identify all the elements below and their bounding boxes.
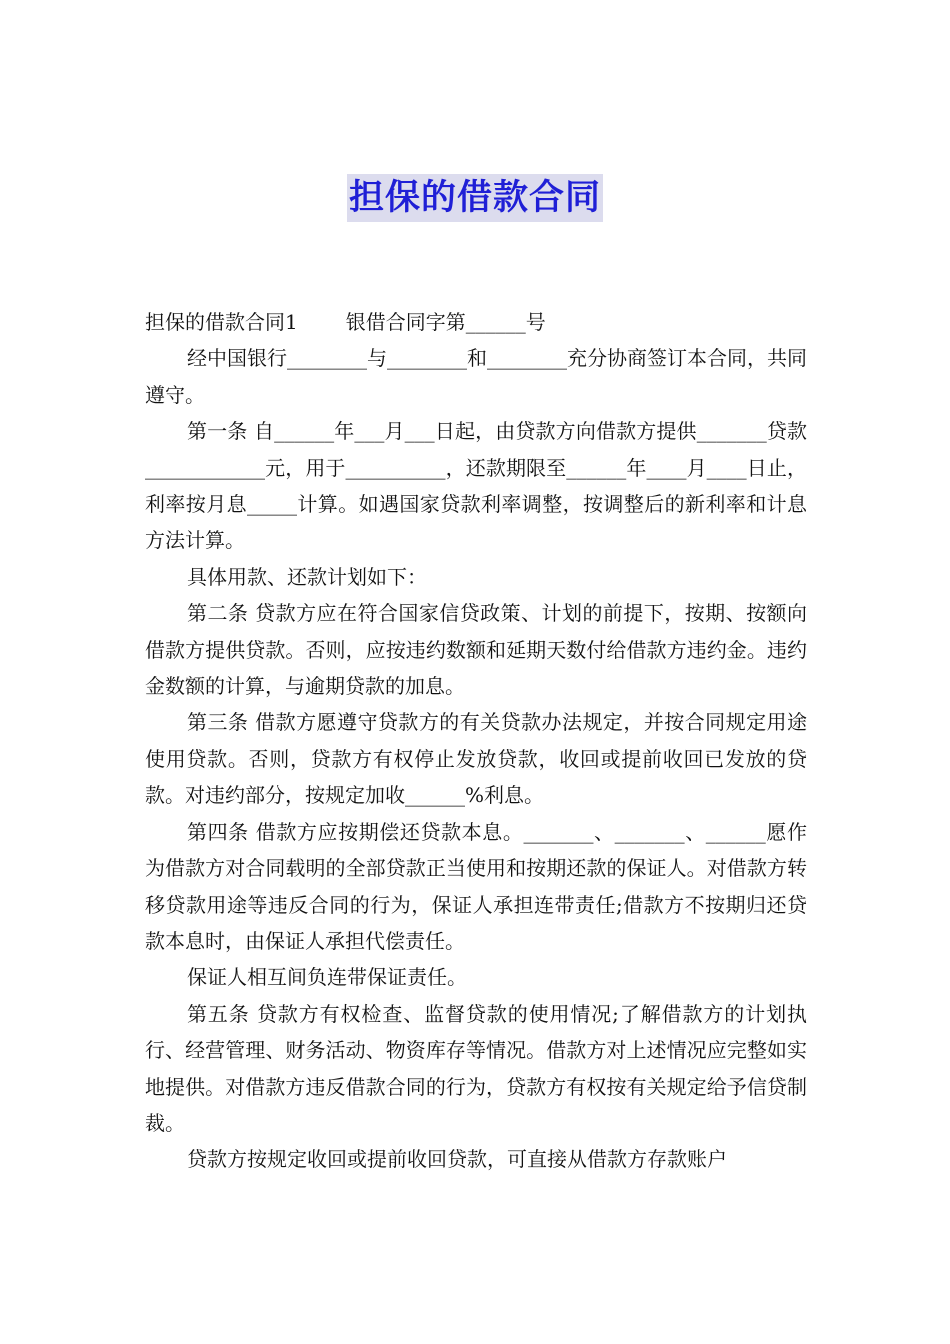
contract-number: 银借合同字第______号 <box>345 310 546 334</box>
paragraph-plan: 具体用款、还款计划如下： <box>187 564 427 589</box>
paragraph-article-1: 第一条 自______年___月___日起，由贷款方向借款方提供_______贷款____________元，用于__________，还款期限至______年____月____日止，利率按月息_____计算。如遇国家贷款利率调整，按调整后的新利率和计息方法计算。 <box>145 419 807 553</box>
heading-left: 担保的借款合同1 <box>145 310 298 334</box>
paragraph-article-2: 第二条 贷款方应在符合国家信贷政策、计划的前提下，按期、按额向借款方提供贷款。否则，应按违约数额和延期天数付给借款方违约金。违约金数额的计算，与逾期贷款的加息。 <box>145 601 807 699</box>
paragraph-intro: 经中国银行________与________和________充分协商签订本合同，共同遵守。 <box>145 346 807 407</box>
paragraph-article-3: 第三条 借款方愿遵守贷款方的有关贷款办法规定，并按合同规定用途使用贷款。否则，贷款方有权停止发放贷款，收回或提前收回已发放的贷款。对违约部分，按规定加收______%利息。 <box>145 710 807 808</box>
document-title: 担保的借款合同 <box>347 174 603 222</box>
title-container <box>0 174 950 222</box>
paragraph-article-4: 第四条 借款方应按期偿还贷款本息。_______、_______、______愿作为借款方对合同载明的全部贷款正当使用和按期还款的保证人。对借款方转移贷款用途等违反合同的行为，保证人承担连带责任;借款方不按期归还贷款本息时，由保证人承担代偿责任。 <box>145 819 807 953</box>
document-body <box>145 304 807 1178</box>
paragraph-guarantor-liability: 保证人相互间负连带保证责任。 <box>187 965 467 990</box>
paragraph-recovery: 贷款方按规定收回或提前收回贷款，可直接从借款方存款账户 <box>187 1147 727 1172</box>
heading-line <box>145 304 807 340</box>
paragraph-article-5: 第五条 贷款方有权检查、监督贷款的使用情况;了解借款方的计划执行、经营管理、财务活动、物资库存等情况。借款方对上述情况应完整如实地提供。对借款方违反借款合同的行为，贷款方有权按有关规定给予信贷制裁。 <box>145 1001 807 1135</box>
